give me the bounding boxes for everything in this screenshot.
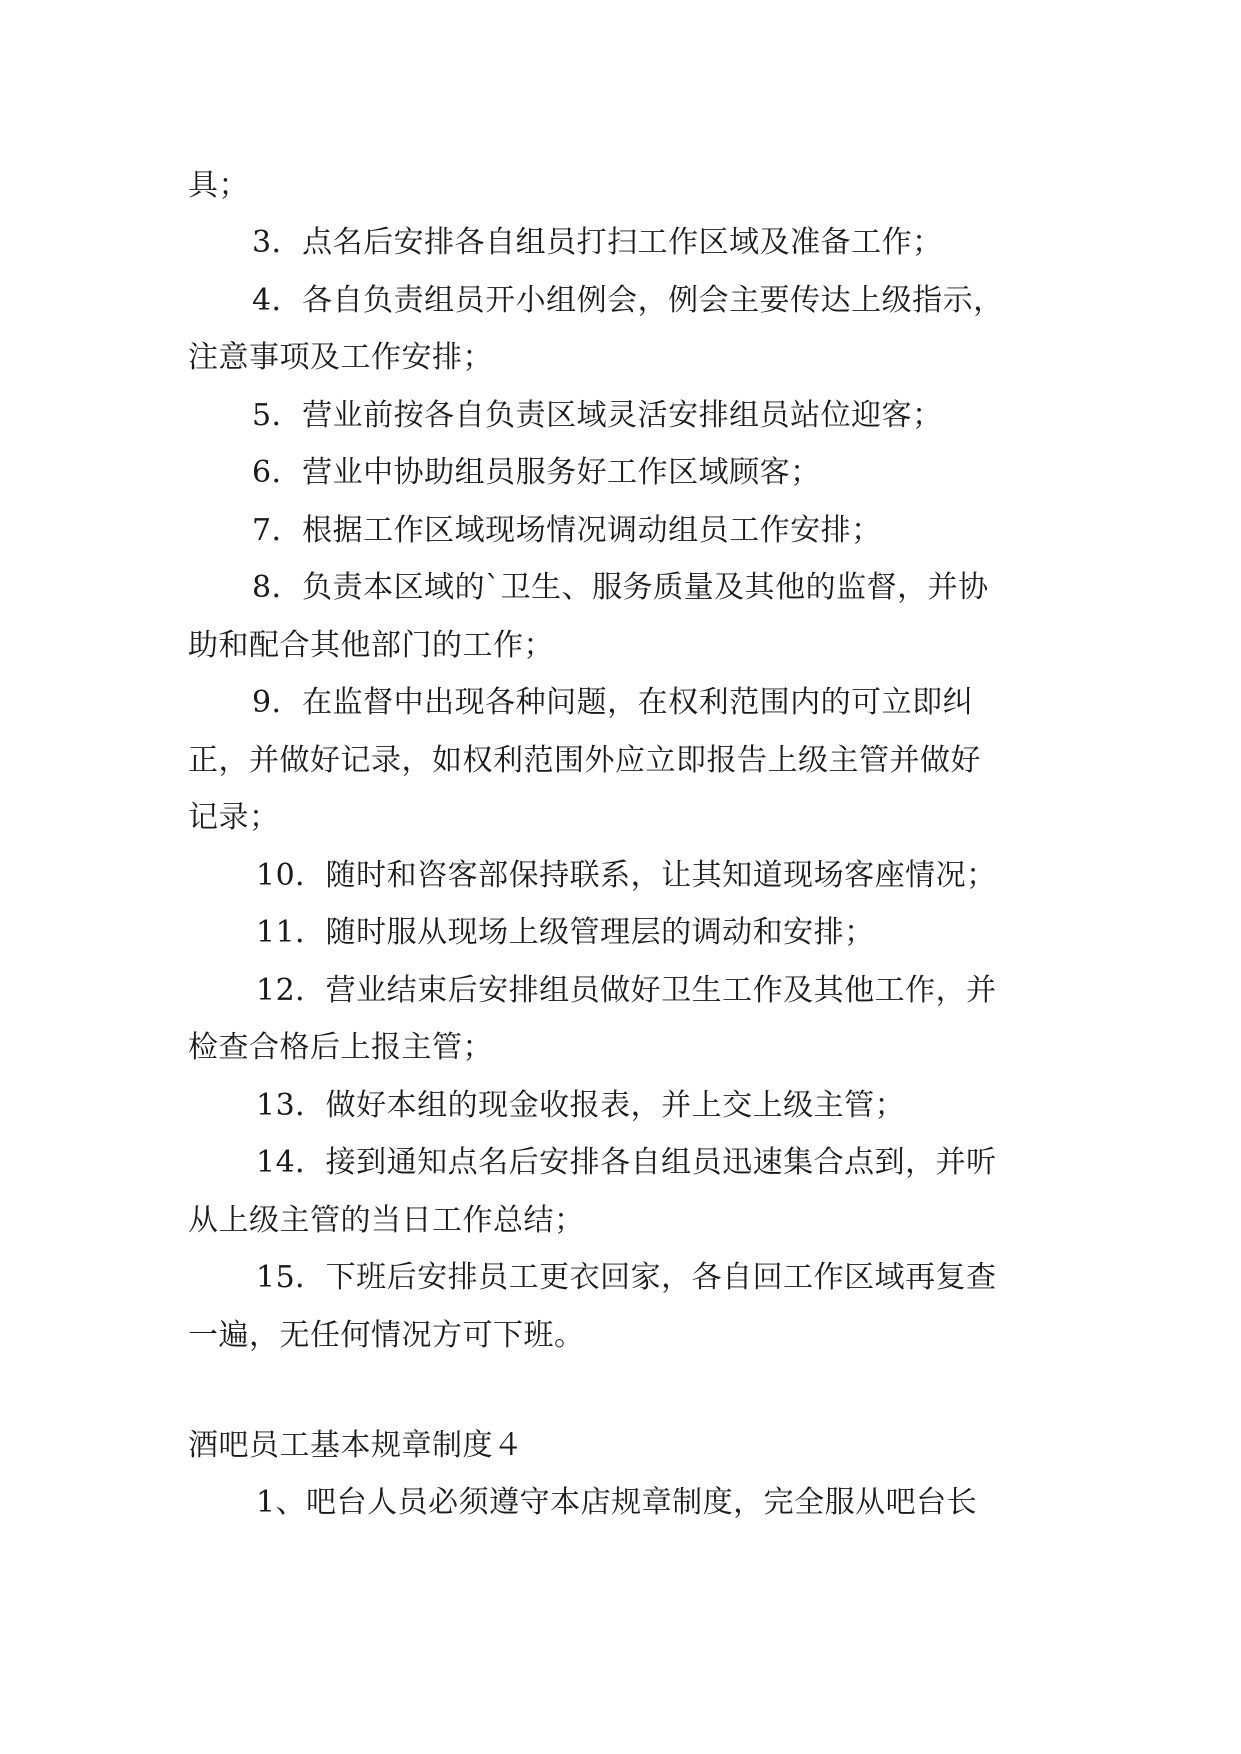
text-line: 7．根据工作区域现场情况调动组员工作安排； — [252, 513, 882, 548]
text-line: 1、吧台人员必须遵守本店规章制度，完全服从吧台长 — [256, 1485, 978, 1520]
text-line: 6．营业中协助组员服务好工作区域顾客； — [252, 455, 821, 490]
text-line: 注意事项及工作安排； — [188, 340, 493, 375]
section-title: 酒吧员工基本规章制度４ — [188, 1428, 524, 1463]
text-line: 9．在监督中出现各种问题，在权利范围内的可立即纠 — [252, 685, 974, 720]
text-line: 助和配合其他部门的工作； — [188, 628, 554, 663]
text-line: 5．营业前按各自负责区域灵活安排组员站位迎客； — [252, 398, 943, 433]
text-line: 14．接到通知点名后安排各自组员迅速集合点到，并听 — [256, 1145, 997, 1180]
text-line: 正，并做好记录，如权利范围外应立即报告上级主管并做好 — [188, 743, 981, 778]
text-line: 检查合格后上报主管； — [188, 1030, 493, 1065]
text-line: 8．负责本区域的`卫生、服务质量及其他的监督，并协 — [252, 570, 989, 605]
text-line: 10．随时和咨客部保持联系，让其知道现场客座情况； — [256, 858, 997, 893]
text-line: 11．随时服从现场上级管理层的调动和安排； — [256, 915, 875, 950]
text-line: 13．做好本组的现金收报表，并上交上级主管； — [256, 1088, 906, 1123]
text-line: 记录； — [188, 800, 280, 835]
text-line: 4．各自负责组员开小组例会，例会主要传达上级指示， — [252, 283, 1004, 318]
text-line: 一遍，无任何情况方可下班。 — [188, 1318, 585, 1353]
text-line: 从上级主管的当日工作总结； — [188, 1203, 585, 1238]
text-line: 3．点名后安排各自组员打扫工作区域及准备工作； — [252, 225, 943, 260]
text-line: 12．营业结束后安排组员做好卫生工作及其他工作，并 — [256, 973, 997, 1008]
text-line: 具； — [188, 168, 249, 203]
text-line: 15．下班后安排员工更衣回家，各自回工作区域再复查 — [256, 1260, 997, 1295]
